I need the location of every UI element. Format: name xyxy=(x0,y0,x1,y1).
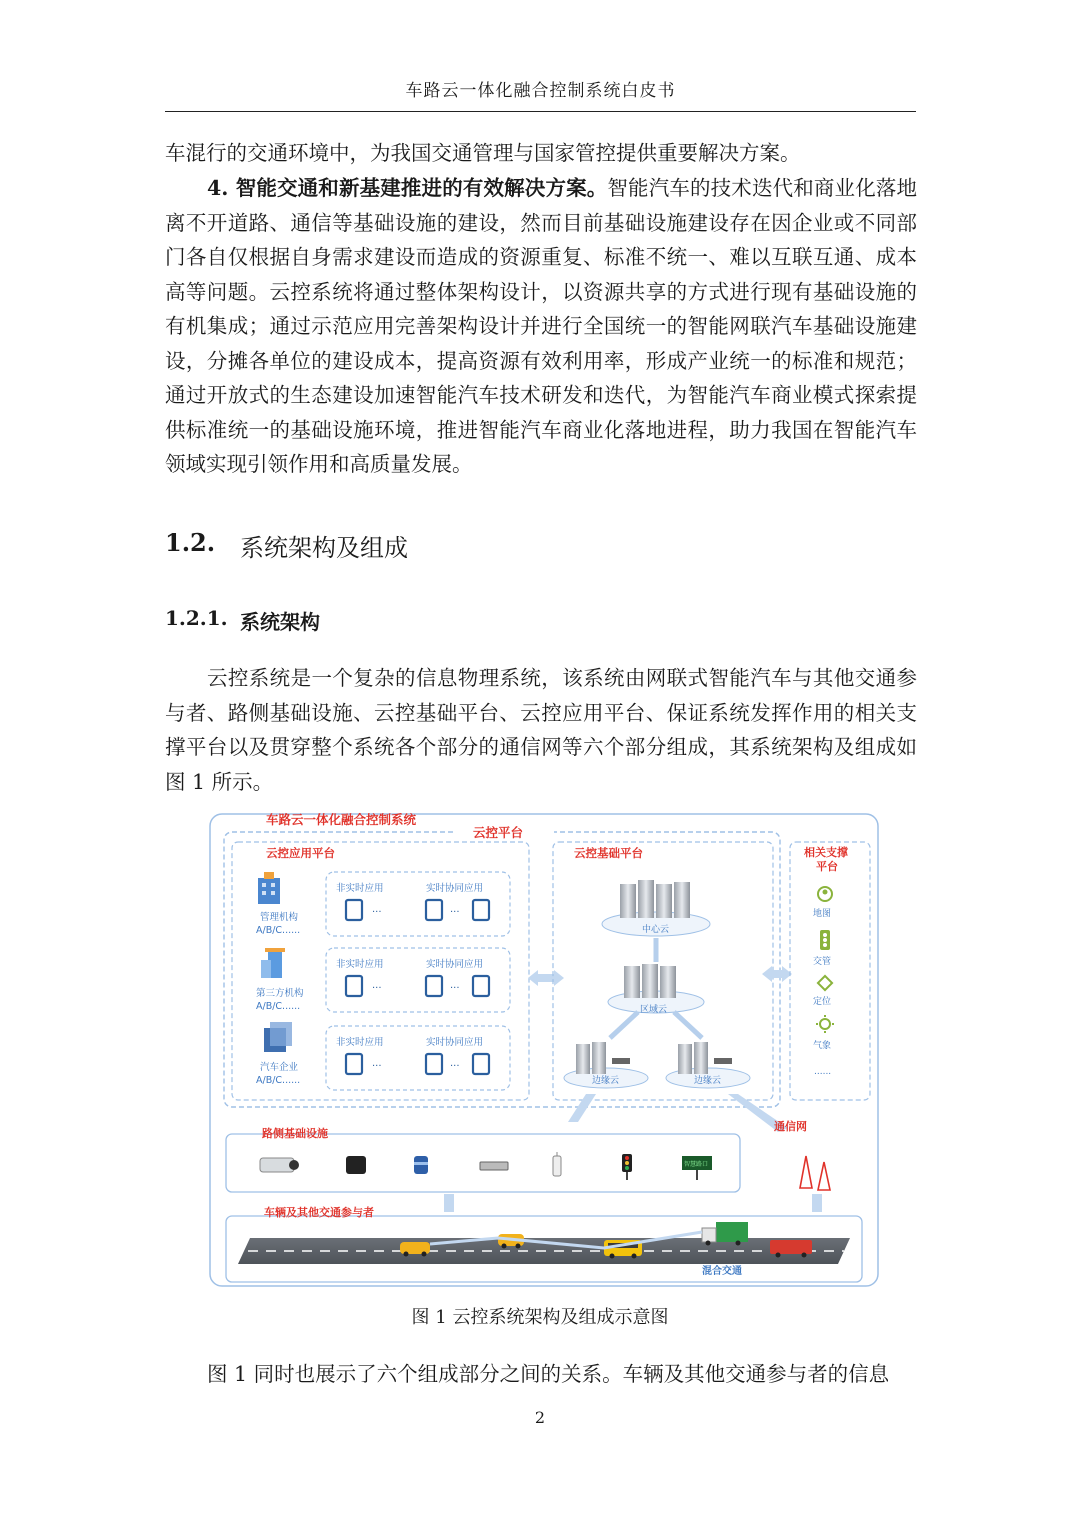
non-realtime-label-1: 非实时应用 xyxy=(336,883,384,894)
switch-icon xyxy=(480,1162,508,1170)
architecture-figure xyxy=(208,812,880,1288)
radar-icon xyxy=(346,1156,366,1174)
svg-text:智慧路口: 智慧路口 xyxy=(684,1161,709,1168)
realtime-label-2: 实时协同应用 xyxy=(426,959,484,970)
lidar-icon xyxy=(414,1156,428,1174)
paragraph-4: 图 1 同时也展示了六个组成部分之间的关系。车辆及其他交通参与者的信息 xyxy=(207,1362,890,1386)
roadside-label: 路侧基础设施 xyxy=(262,1127,328,1140)
subsection-heading xyxy=(165,606,320,634)
org-name-1: 管理机构 xyxy=(260,912,299,923)
svg-text:···: ··· xyxy=(450,983,460,994)
support-item-traffic: 交管 xyxy=(813,957,832,967)
org-name-2: 第三方机构 xyxy=(256,988,304,999)
realtime-label-3: 实时协同应用 xyxy=(426,1037,484,1048)
support-item-more: ...... xyxy=(814,1067,832,1077)
edge-cloud-label-1: 边缘云 xyxy=(592,1076,620,1086)
subsection-number: 1.2.1. xyxy=(165,606,228,630)
org-sub-1: A/B/C...... xyxy=(256,925,301,936)
antenna-icon xyxy=(553,1152,561,1176)
region-cloud-label: 区域云 xyxy=(640,1005,668,1015)
page-number: 2 xyxy=(534,1408,546,1427)
figure-caption: 图 1 云控系统架构及组成示意图 xyxy=(411,1307,669,1328)
paragraph-2 xyxy=(165,171,917,482)
support-item-weather: 气象 xyxy=(813,1041,832,1051)
realtime-label-1: 实时协同应用 xyxy=(426,883,484,894)
non-realtime-label-2: 非实时应用 xyxy=(336,959,384,970)
support-item-location: 定位 xyxy=(813,997,832,1007)
system-title: 车路云一体化融合控制系统 xyxy=(266,812,417,827)
cloud-platform-label: 云控平台 xyxy=(473,825,524,840)
svg-text:···: ··· xyxy=(450,1061,460,1072)
subsection-title: 系统架构 xyxy=(240,610,320,634)
base-platform-label: 云控基础平台 xyxy=(574,846,643,860)
edge-cloud-label-2: 边缘云 xyxy=(694,1076,722,1086)
section-title: 系统架构及组成 xyxy=(240,534,408,562)
svg-text:···: ··· xyxy=(372,983,382,994)
svg-text:···: ··· xyxy=(450,907,460,918)
section-number: 1.2. xyxy=(165,528,216,557)
org-sub-3: A/B/C...... xyxy=(256,1075,301,1086)
svg-text:···: ··· xyxy=(372,907,382,918)
camera-icon xyxy=(260,1158,299,1172)
svg-text:···: ··· xyxy=(372,1061,382,1072)
app-platform-label: 云控应用平台 xyxy=(266,846,335,860)
non-realtime-label-3: 非实时应用 xyxy=(336,1037,384,1048)
org-sub-2: A/B/C...... xyxy=(256,1001,301,1012)
paragraph-2-heading: 4. 智能交通和新基建推进的有效解决方案。 xyxy=(207,176,608,200)
paragraph-1: 车混行的交通环境中，为我国交通管理与国家管控提供重要解决方案。 xyxy=(165,141,801,165)
mixed-traffic-label: 混合交通 xyxy=(702,1266,742,1277)
paragraph-3: 云控系统是一个复杂的信息物理系统，该系统由网联式智能汽车与其他交通参与者、路侧基础设施、云控基础平台、云控应用平台、保证系统发挥作用的相关支撑平台以及贯穿整个系统各个部分的通信网等六个部分组成，其系统架构及组成如图 1 所示。 xyxy=(165,666,917,794)
support-platform-label-2: 平台 xyxy=(816,860,838,873)
center-cloud-label: 中心云 xyxy=(642,925,670,935)
page-header: 车路云一体化融合控制系统白皮书 xyxy=(165,76,916,112)
traffic-light-icon xyxy=(820,930,830,950)
vehicles-label: 车辆及其他交通参与者 xyxy=(264,1206,374,1219)
comm-network-label: 通信网 xyxy=(774,1120,807,1133)
support-item-map: 地图 xyxy=(813,909,832,919)
support-platform-label-1: 相关支撑 xyxy=(804,846,848,859)
section-heading xyxy=(165,528,408,562)
paragraph-2-text: 智能汽车的技术迭代和商业化落地离不开道路、通信等基础设施的建设，然而目前基础设施建设存在因企业或不同部门各自仅根据自身需求建设而造成的资源重复、标准不统一、难以互联互通、成本高等问题。云控系统将通过整体架构设计，以资源共享的方式进行现有基础设施的有机集成；通过示范应用完善架构设计并进行全国统一的智能网联汽车基础设施建设，分摊各单位的建设成本，提高资源有效利用率，形成产业统一的标准和规范；通过开放式的生态建设加速智能汽车技术研发和迭代，为智能汽车商业模式探索提供标准统一的基础设施环境，推进智能汽车商业化落地进程，助力我国在智能汽车领域实现引领作用和高质量发展。 xyxy=(165,176,917,476)
org-name-3: 汽车企业 xyxy=(260,1062,299,1073)
